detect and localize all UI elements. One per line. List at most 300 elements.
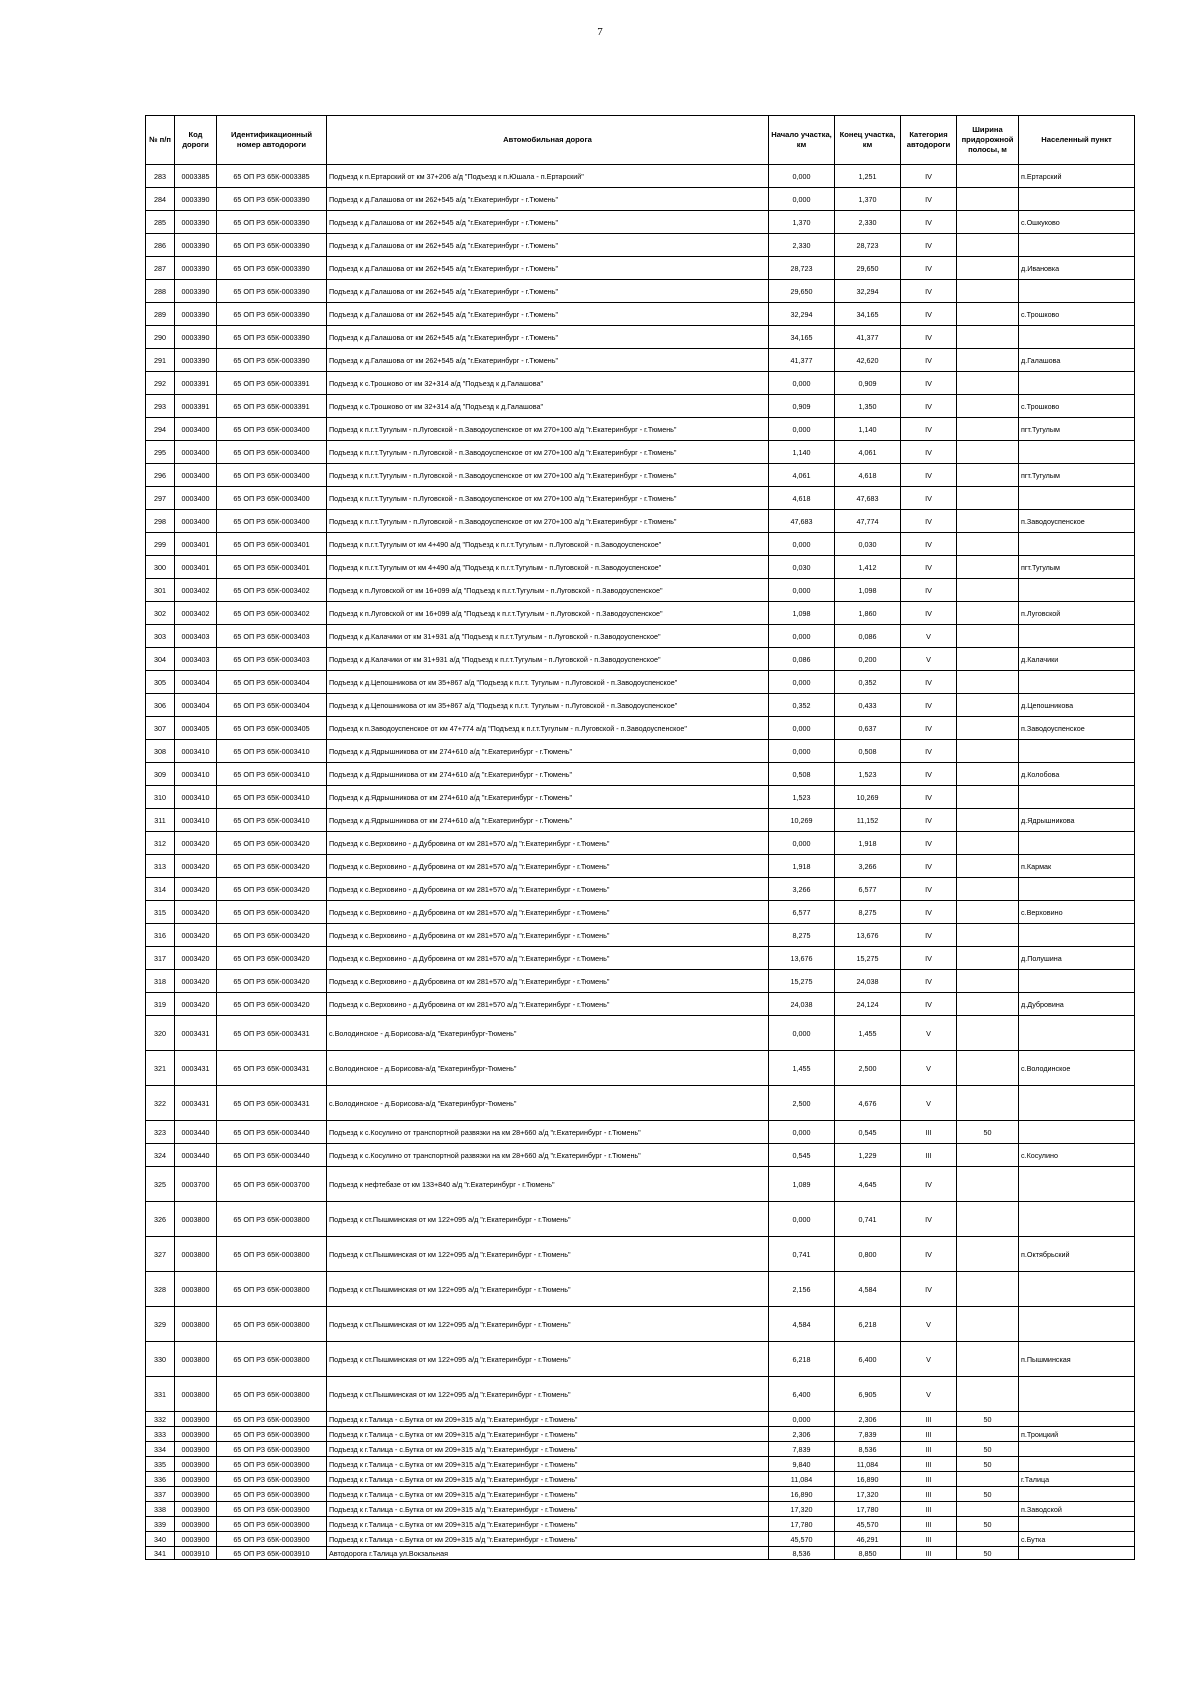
- road-code-cell: 0003410: [175, 740, 217, 763]
- road-name-cell: Подъезд к п.Луговской от км 16+099 а/д "Подъезд к п.г.т.Тугулым - п.Луговской - п.Заводоуспенское": [327, 579, 769, 602]
- strip-width-cell: 50: [957, 1517, 1019, 1532]
- strip-width-cell: [957, 326, 1019, 349]
- row-number-cell: 337: [146, 1487, 175, 1502]
- road-name-cell: Подъезд к ст.Пышминская от км 122+095 а/д "г.Екатеринбург - г.Тюмень": [327, 1202, 769, 1237]
- road-name-cell: Подъезд к ст.Пышминская от км 122+095 а/д "г.Екатеринбург - г.Тюмень": [327, 1342, 769, 1377]
- road-category-cell: IV: [901, 901, 957, 924]
- row-number-cell: 312: [146, 832, 175, 855]
- road-name-cell: Подъезд к п.г.т.Тугулым - п.Луговской - п.Заводоуспенское от км 270+100 а/д "г.Екатеринбург - г.Тюмень": [327, 464, 769, 487]
- road-code-cell: 0003404: [175, 671, 217, 694]
- segment-start-cell: 0,000: [769, 625, 835, 648]
- road-category-cell: III: [901, 1487, 957, 1502]
- segment-start-cell: 0,030: [769, 556, 835, 579]
- strip-width-cell: [957, 1342, 1019, 1377]
- segment-start-cell: 0,000: [769, 165, 835, 188]
- road-name-cell: Подъезд к п.г.т.Тугулым - п.Луговской - п.Заводоуспенское от км 270+100 а/д "г.Екатеринбург - г.Тюмень": [327, 510, 769, 533]
- road-code-cell: 0003431: [175, 1086, 217, 1121]
- row-number-cell: 299: [146, 533, 175, 556]
- road-code-cell: 0003390: [175, 257, 217, 280]
- row-number-cell: 321: [146, 1051, 175, 1086]
- strip-width-cell: [957, 303, 1019, 326]
- road-code-cell: 0003900: [175, 1487, 217, 1502]
- table-row: [146, 533, 1135, 556]
- table-row: [146, 1457, 1135, 1472]
- road-id-cell: 65 ОП РЗ 65К-0003410: [217, 809, 327, 832]
- road-code-cell: 0003420: [175, 832, 217, 855]
- segment-start-cell: 17,320: [769, 1502, 835, 1517]
- strip-width-cell: 50: [957, 1547, 1019, 1560]
- row-number-cell: 291: [146, 349, 175, 372]
- road-code-cell: 0003390: [175, 280, 217, 303]
- segment-end-cell: 1,370: [835, 188, 901, 211]
- road-category-cell: IV: [901, 372, 957, 395]
- road-name-cell: с.Володинское - д.Борисова-а/д "Екатеринбург-Тюмень": [327, 1051, 769, 1086]
- road-id-cell: 65 ОП РЗ 65К-0003431: [217, 1016, 327, 1051]
- road-id-cell: 65 ОП РЗ 65К-0003410: [217, 786, 327, 809]
- strip-width-cell: [957, 1272, 1019, 1307]
- road-category-cell: IV: [901, 349, 957, 372]
- table-row: [146, 671, 1135, 694]
- table-row: [146, 487, 1135, 510]
- road-code-cell: 0003800: [175, 1342, 217, 1377]
- strip-width-cell: [957, 602, 1019, 625]
- table-row: [146, 1442, 1135, 1457]
- settlement-cell: п.Заводской: [1019, 1502, 1135, 1517]
- settlement-cell: [1019, 786, 1135, 809]
- road-code-cell: 0003420: [175, 947, 217, 970]
- road-id-cell: 65 ОП РЗ 65К-0003800: [217, 1202, 327, 1237]
- road-id-cell: 65 ОП РЗ 65К-0003403: [217, 648, 327, 671]
- segment-end-cell: 28,723: [835, 234, 901, 257]
- settlement-cell: пгт.Тугулым: [1019, 464, 1135, 487]
- settlement-cell: п.Кармак: [1019, 855, 1135, 878]
- row-number-cell: 320: [146, 1016, 175, 1051]
- road-category-cell: III: [901, 1121, 957, 1144]
- segment-start-cell: 24,038: [769, 993, 835, 1016]
- road-code-cell: 0003400: [175, 464, 217, 487]
- segment-end-cell: 8,850: [835, 1547, 901, 1560]
- road-category-cell: V: [901, 625, 957, 648]
- table-row: [146, 993, 1135, 1016]
- road-category-cell: IV: [901, 878, 957, 901]
- road-code-cell: 0003405: [175, 717, 217, 740]
- settlement-cell: с.Косулино: [1019, 1144, 1135, 1167]
- segment-start-cell: 4,061: [769, 464, 835, 487]
- settlement-cell: [1019, 1086, 1135, 1121]
- segment-end-cell: 10,269: [835, 786, 901, 809]
- road-id-cell: 65 ОП РЗ 65К-0003420: [217, 855, 327, 878]
- segment-start-cell: 0,086: [769, 648, 835, 671]
- road-id-cell: 65 ОП РЗ 65К-0003420: [217, 947, 327, 970]
- segment-end-cell: 24,038: [835, 970, 901, 993]
- segment-start-cell: 6,400: [769, 1377, 835, 1412]
- road-id-cell: 65 ОП РЗ 65К-0003410: [217, 740, 327, 763]
- road-category-cell: IV: [901, 165, 957, 188]
- segment-start-cell: 0,000: [769, 1121, 835, 1144]
- road-code-cell: 0003401: [175, 556, 217, 579]
- strip-width-cell: [957, 441, 1019, 464]
- row-number-cell: 285: [146, 211, 175, 234]
- segment-end-cell: 0,352: [835, 671, 901, 694]
- settlement-cell: [1019, 1442, 1135, 1457]
- segment-start-cell: 0,741: [769, 1237, 835, 1272]
- row-number-cell: 301: [146, 579, 175, 602]
- road-id-cell: 65 ОП РЗ 65К-0003410: [217, 763, 327, 786]
- row-number-cell: 338: [146, 1502, 175, 1517]
- table-row: [146, 1502, 1135, 1517]
- strip-width-cell: [957, 694, 1019, 717]
- table-row: [146, 372, 1135, 395]
- settlement-cell: [1019, 1307, 1135, 1342]
- settlement-cell: д.Дубровина: [1019, 993, 1135, 1016]
- segment-start-cell: 41,377: [769, 349, 835, 372]
- road-id-cell: 65 ОП РЗ 65К-0003910: [217, 1547, 327, 1560]
- segment-end-cell: 2,500: [835, 1051, 901, 1086]
- segment-end-cell: 6,218: [835, 1307, 901, 1342]
- road-code-cell: 0003410: [175, 786, 217, 809]
- strip-width-cell: [957, 165, 1019, 188]
- segment-end-cell: 11,084: [835, 1457, 901, 1472]
- road-category-cell: IV: [901, 1272, 957, 1307]
- road-code-cell: 0003900: [175, 1517, 217, 1532]
- settlement-cell: [1019, 740, 1135, 763]
- table-row: [146, 1121, 1135, 1144]
- strip-width-cell: [957, 556, 1019, 579]
- row-number-cell: 307: [146, 717, 175, 740]
- settlement-cell: [1019, 671, 1135, 694]
- road-name-cell: Подъезд к с.Верховино - д.Дубровина от км 281+570 а/д "г.Екатеринбург - г.Тюмень": [327, 924, 769, 947]
- strip-width-cell: [957, 1532, 1019, 1547]
- road-id-cell: 65 ОП РЗ 65К-0003400: [217, 418, 327, 441]
- strip-width-cell: [957, 901, 1019, 924]
- road-id-cell: 65 ОП РЗ 65К-0003800: [217, 1377, 327, 1412]
- road-category-cell: IV: [901, 786, 957, 809]
- row-number-cell: 326: [146, 1202, 175, 1237]
- strip-width-cell: 50: [957, 1442, 1019, 1457]
- table-row: [146, 257, 1135, 280]
- settlement-cell: [1019, 1272, 1135, 1307]
- page-number: 7: [597, 26, 603, 38]
- strip-width-cell: 50: [957, 1487, 1019, 1502]
- segment-end-cell: 16,890: [835, 1472, 901, 1487]
- table-row: [146, 418, 1135, 441]
- segment-start-cell: 0,000: [769, 188, 835, 211]
- segment-end-cell: 34,165: [835, 303, 901, 326]
- strip-width-cell: [957, 786, 1019, 809]
- segment-end-cell: 46,291: [835, 1532, 901, 1547]
- road-name-cell: Подъезд к г.Талица - с.Бутка от км 209+315 а/д "г.Екатеринбург - г.Тюмень": [327, 1457, 769, 1472]
- table-row: [146, 602, 1135, 625]
- table-row: [146, 579, 1135, 602]
- road-category-cell: V: [901, 1342, 957, 1377]
- road-code-cell: 0003391: [175, 395, 217, 418]
- road-name-cell: Подъезд к г.Талица - с.Бутка от км 209+315 а/д "г.Екатеринбург - г.Тюмень": [327, 1502, 769, 1517]
- segment-start-cell: 1,098: [769, 602, 835, 625]
- settlement-cell: [1019, 1487, 1135, 1502]
- table-row: [146, 694, 1135, 717]
- segment-start-cell: 0,909: [769, 395, 835, 418]
- road-code-cell: 0003400: [175, 510, 217, 533]
- settlement-cell: д.Колобова: [1019, 763, 1135, 786]
- segment-start-cell: 15,275: [769, 970, 835, 993]
- road-category-cell: IV: [901, 556, 957, 579]
- road-category-cell: IV: [901, 740, 957, 763]
- road-id-cell: 65 ОП РЗ 65К-0003800: [217, 1237, 327, 1272]
- table-row: [146, 234, 1135, 257]
- road-id-cell: 65 ОП РЗ 65К-0003400: [217, 487, 327, 510]
- table-row: [146, 1016, 1135, 1051]
- segment-end-cell: 17,320: [835, 1487, 901, 1502]
- segment-end-cell: 1,455: [835, 1016, 901, 1051]
- settlement-cell: д.Ивановка: [1019, 257, 1135, 280]
- row-number-cell: 325: [146, 1167, 175, 1202]
- segment-end-cell: 0,545: [835, 1121, 901, 1144]
- road-id-cell: 65 ОП РЗ 65К-0003420: [217, 832, 327, 855]
- row-number-cell: 315: [146, 901, 175, 924]
- road-code-cell: 0003400: [175, 487, 217, 510]
- road-code-cell: 0003402: [175, 579, 217, 602]
- segment-start-cell: 0,000: [769, 832, 835, 855]
- road-id-cell: 65 ОП РЗ 65К-0003700: [217, 1167, 327, 1202]
- road-category-cell: IV: [901, 809, 957, 832]
- road-category-cell: IV: [901, 533, 957, 556]
- road-category-cell: IV: [901, 418, 957, 441]
- row-number-cell: 316: [146, 924, 175, 947]
- strip-width-cell: [957, 1167, 1019, 1202]
- road-category-cell: IV: [901, 1167, 957, 1202]
- road-code-cell: 0003391: [175, 372, 217, 395]
- row-number-cell: 306: [146, 694, 175, 717]
- road-name-cell: Подъезд к с.Верховино - д.Дубровина от км 281+570 а/д "г.Екатеринбург - г.Тюмень": [327, 993, 769, 1016]
- settlement-cell: д.Полушина: [1019, 947, 1135, 970]
- row-number-cell: 330: [146, 1342, 175, 1377]
- table-row: [146, 1547, 1135, 1560]
- road-category-cell: IV: [901, 188, 957, 211]
- settlement-cell: [1019, 579, 1135, 602]
- table-row: [146, 1202, 1135, 1237]
- table-row: [146, 510, 1135, 533]
- road-id-cell: 65 ОП РЗ 65К-0003420: [217, 993, 327, 1016]
- col-header-width: Ширина придорожной полосы, м: [957, 116, 1019, 165]
- settlement-cell: [1019, 188, 1135, 211]
- row-number-cell: 303: [146, 625, 175, 648]
- segment-start-cell: 0,000: [769, 671, 835, 694]
- road-code-cell: 0003420: [175, 924, 217, 947]
- table-row: [146, 395, 1135, 418]
- road-code-cell: 0003800: [175, 1202, 217, 1237]
- segment-start-cell: 1,089: [769, 1167, 835, 1202]
- road-name-cell: Подъезд к с.Верховино - д.Дубровина от км 281+570 а/д "г.Екатеринбург - г.Тюмень": [327, 947, 769, 970]
- segment-end-cell: 2,330: [835, 211, 901, 234]
- roads-table: [145, 115, 1135, 1560]
- road-category-cell: III: [901, 1457, 957, 1472]
- strip-width-cell: [957, 970, 1019, 993]
- settlement-cell: [1019, 1167, 1135, 1202]
- road-id-cell: 65 ОП РЗ 65К-0003431: [217, 1051, 327, 1086]
- settlement-cell: д.Галашова: [1019, 349, 1135, 372]
- road-id-cell: 65 ОП РЗ 65К-0003390: [217, 303, 327, 326]
- road-category-cell: III: [901, 1442, 957, 1457]
- road-category-cell: V: [901, 1051, 957, 1086]
- settlement-cell: [1019, 1202, 1135, 1237]
- row-number-cell: 305: [146, 671, 175, 694]
- road-category-cell: IV: [901, 1237, 957, 1272]
- road-name-cell: Подъезд к д.Галашова от км 262+545 а/д "г.Екатеринбург - г.Тюмень": [327, 188, 769, 211]
- table-row: [146, 1272, 1135, 1307]
- road-category-cell: IV: [901, 671, 957, 694]
- table-row: [146, 211, 1135, 234]
- row-number-cell: 297: [146, 487, 175, 510]
- segment-end-cell: 0,909: [835, 372, 901, 395]
- strip-width-cell: [957, 625, 1019, 648]
- road-code-cell: 0003420: [175, 970, 217, 993]
- table-body: [146, 165, 1135, 1560]
- strip-width-cell: [957, 395, 1019, 418]
- strip-width-cell: [957, 1016, 1019, 1051]
- segment-start-cell: 0,000: [769, 418, 835, 441]
- settlement-cell: [1019, 234, 1135, 257]
- table-row: [146, 1487, 1135, 1502]
- row-number-cell: 313: [146, 855, 175, 878]
- road-id-cell: 65 ОП РЗ 65К-0003390: [217, 349, 327, 372]
- road-category-cell: III: [901, 1427, 957, 1442]
- road-id-cell: 65 ОП РЗ 65К-0003401: [217, 533, 327, 556]
- col-header-end: Конец участка, км: [835, 116, 901, 165]
- road-category-cell: IV: [901, 832, 957, 855]
- strip-width-cell: [957, 1237, 1019, 1272]
- road-code-cell: 0003900: [175, 1412, 217, 1427]
- road-category-cell: IV: [901, 993, 957, 1016]
- strip-width-cell: [957, 832, 1019, 855]
- road-code-cell: 0003390: [175, 211, 217, 234]
- table-row: [146, 740, 1135, 763]
- road-name-cell: Подъезд к д.Ядрышникова от км 274+610 а/д "г.Екатеринбург - г.Тюмень": [327, 740, 769, 763]
- road-id-cell: 65 ОП РЗ 65К-0003900: [217, 1532, 327, 1547]
- strip-width-cell: [957, 809, 1019, 832]
- road-category-cell: V: [901, 1086, 957, 1121]
- row-number-cell: 311: [146, 809, 175, 832]
- road-name-cell: с.Володинское - д.Борисова-а/д "Екатеринбург-Тюмень": [327, 1086, 769, 1121]
- road-name-cell: Подъезд к д.Цепошникова от км 35+867 а/д "Подъезд к п.г.т. Тугулым - п.Луговской - п.Заводоуспенское": [327, 694, 769, 717]
- settlement-cell: [1019, 1412, 1135, 1427]
- road-name-cell: Подъезд к с.Трошково от км 32+314 а/д "Подъезд к д.Галашова": [327, 395, 769, 418]
- row-number-cell: 308: [146, 740, 175, 763]
- road-id-cell: 65 ОП РЗ 65К-0003405: [217, 717, 327, 740]
- segment-start-cell: 7,839: [769, 1442, 835, 1457]
- row-number-cell: 323: [146, 1121, 175, 1144]
- segment-start-cell: 0,000: [769, 1412, 835, 1427]
- road-id-cell: 65 ОП РЗ 65К-0003800: [217, 1342, 327, 1377]
- road-code-cell: 0003385: [175, 165, 217, 188]
- settlement-cell: с.Бутка: [1019, 1532, 1135, 1547]
- segment-start-cell: 0,508: [769, 763, 835, 786]
- strip-width-cell: [957, 1144, 1019, 1167]
- road-id-cell: 65 ОП РЗ 65К-0003800: [217, 1272, 327, 1307]
- row-number-cell: 283: [146, 165, 175, 188]
- settlement-cell: д.Калачики: [1019, 648, 1135, 671]
- strip-width-cell: [957, 372, 1019, 395]
- road-category-cell: III: [901, 1472, 957, 1487]
- settlement-cell: [1019, 1547, 1135, 1560]
- segment-start-cell: 1,523: [769, 786, 835, 809]
- row-number-cell: 300: [146, 556, 175, 579]
- road-id-cell: 65 ОП РЗ 65К-0003401: [217, 556, 327, 579]
- segment-start-cell: 2,330: [769, 234, 835, 257]
- road-name-cell: Подъезд к д.Галашова от км 262+545 а/д "г.Екатеринбург - г.Тюмень": [327, 211, 769, 234]
- table-row: [146, 763, 1135, 786]
- road-category-cell: III: [901, 1412, 957, 1427]
- row-number-cell: 304: [146, 648, 175, 671]
- segment-end-cell: 47,683: [835, 487, 901, 510]
- settlement-cell: [1019, 326, 1135, 349]
- settlement-cell: п.Троицкий: [1019, 1427, 1135, 1442]
- table-row: [146, 188, 1135, 211]
- road-name-cell: Подъезд к г.Талица - с.Бутка от км 209+315 а/д "г.Екатеринбург - г.Тюмень": [327, 1517, 769, 1532]
- road-id-cell: 65 ОП РЗ 65К-0003403: [217, 625, 327, 648]
- table-row: [146, 1144, 1135, 1167]
- segment-end-cell: 4,061: [835, 441, 901, 464]
- road-code-cell: 0003400: [175, 418, 217, 441]
- segment-end-cell: 41,377: [835, 326, 901, 349]
- table-row: [146, 303, 1135, 326]
- road-name-cell: Подъезд к г.Талица - с.Бутка от км 209+315 а/д "г.Екатеринбург - г.Тюмень": [327, 1412, 769, 1427]
- segment-end-cell: 13,676: [835, 924, 901, 947]
- road-category-cell: V: [901, 1377, 957, 1412]
- table-row: [146, 1517, 1135, 1532]
- settlement-cell: [1019, 970, 1135, 993]
- segment-end-cell: 1,098: [835, 579, 901, 602]
- road-category-cell: V: [901, 648, 957, 671]
- table-row: [146, 1051, 1135, 1086]
- strip-width-cell: [957, 487, 1019, 510]
- road-code-cell: 0003900: [175, 1502, 217, 1517]
- road-id-cell: 65 ОП РЗ 65К-0003390: [217, 188, 327, 211]
- strip-width-cell: [957, 1086, 1019, 1121]
- road-category-cell: IV: [901, 855, 957, 878]
- road-category-cell: IV: [901, 487, 957, 510]
- segment-start-cell: 0,352: [769, 694, 835, 717]
- segment-start-cell: 9,840: [769, 1457, 835, 1472]
- segment-end-cell: 2,306: [835, 1412, 901, 1427]
- table-row: [146, 809, 1135, 832]
- table-row: [146, 855, 1135, 878]
- row-number-cell: 324: [146, 1144, 175, 1167]
- col-header-number: № п/п: [146, 116, 175, 165]
- road-code-cell: 0003390: [175, 349, 217, 372]
- segment-start-cell: 4,584: [769, 1307, 835, 1342]
- segment-end-cell: 29,650: [835, 257, 901, 280]
- segment-end-cell: 11,152: [835, 809, 901, 832]
- road-id-cell: 65 ОП РЗ 65К-0003900: [217, 1457, 327, 1472]
- road-code-cell: 0003390: [175, 234, 217, 257]
- segment-end-cell: 17,780: [835, 1502, 901, 1517]
- settlement-cell: [1019, 1377, 1135, 1412]
- road-id-cell: 65 ОП РЗ 65К-0003390: [217, 326, 327, 349]
- settlement-cell: п.Пышминская: [1019, 1342, 1135, 1377]
- road-name-cell: Подъезд к п.г.т.Тугулым - п.Луговской - п.Заводоуспенское от км 270+100 а/д "г.Екатеринбург - г.Тюмень": [327, 418, 769, 441]
- row-number-cell: 287: [146, 257, 175, 280]
- road-category-cell: III: [901, 1502, 957, 1517]
- row-number-cell: 294: [146, 418, 175, 441]
- segment-start-cell: 29,650: [769, 280, 835, 303]
- segment-end-cell: 1,523: [835, 763, 901, 786]
- strip-width-cell: [957, 993, 1019, 1016]
- road-id-cell: 65 ОП РЗ 65К-0003900: [217, 1472, 327, 1487]
- segment-start-cell: 10,269: [769, 809, 835, 832]
- segment-start-cell: 0,000: [769, 372, 835, 395]
- segment-start-cell: 2,306: [769, 1427, 835, 1442]
- segment-start-cell: 11,084: [769, 1472, 835, 1487]
